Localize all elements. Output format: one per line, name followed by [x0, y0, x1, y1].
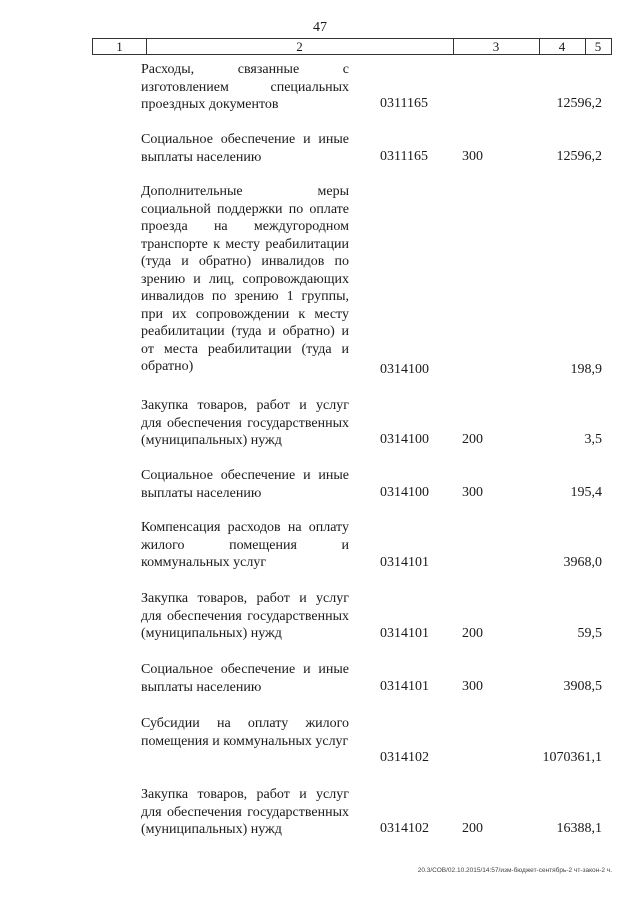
row-code: 0314102	[380, 750, 429, 765]
header-col-4: 4	[539, 39, 586, 54]
row-amount: 16388,1	[556, 821, 602, 836]
row-code: 0314101	[380, 555, 429, 570]
row-description: Субсидии на оплату жилого помещения и коммунальных услуг	[141, 716, 349, 749]
row-amount: 195,4	[570, 485, 602, 500]
header-col-5: 5	[594, 39, 602, 54]
row-amount: 3,5	[584, 432, 602, 447]
row-description: Закупка товаров, работ и услуг для обеспечения государственных (муниципальных) нужд	[141, 591, 349, 641]
table-header	[92, 38, 612, 55]
row-code: 0311165	[380, 149, 428, 164]
row-kind: 300	[462, 679, 483, 694]
row-code: 0311165	[380, 96, 428, 111]
row-amount: 12596,2	[556, 149, 602, 164]
row-amount: 3908,5	[563, 679, 602, 694]
row-code: 0314102	[380, 821, 429, 836]
header-col-1: 1	[93, 39, 147, 54]
row-code: 0314100	[380, 485, 429, 500]
row-description: Расходы, связанные с изготовлением специальных проездных документов	[141, 62, 349, 112]
row-description: Социальное обеспечение и иные выплаты населению	[141, 132, 349, 165]
header-col-3: 3	[453, 39, 540, 54]
row-description: Социальное обеспечение и иные выплаты населению	[141, 468, 349, 501]
row-amount: 3968,0	[563, 555, 602, 570]
footer-note: 20.3/СОВ/02.10.2015/14:57/изм-бюджет-сентябрь-2 чт-закон-2 ч.	[417, 867, 612, 874]
page-number: 47	[313, 20, 327, 35]
row-description: Социальное обеспечение и иные выплаты населению	[141, 662, 349, 695]
row-kind: 200	[462, 821, 483, 836]
row-kind: 300	[462, 149, 483, 164]
row-amount: 198,9	[570, 362, 602, 377]
row-description: Закупка товаров, работ и услуг для обеспечения государственных (муниципальных) нужд	[141, 398, 349, 448]
row-code: 0314100	[380, 362, 429, 377]
row-kind: 200	[462, 432, 483, 447]
header-col-2: 2	[146, 39, 454, 54]
row-description: Компенсация расходов на оплату жилого помещения и коммунальных услуг	[141, 520, 349, 570]
row-code: 0314101	[380, 679, 429, 694]
row-description: Дополнительные меры социальной поддержки по оплате проезда на междугородном транспорте к месту реабилитации (туда и обратно) инвалидов по зрению и лиц, сопровождающих инвалидов по зрению 1 группы, при их сопровождении к месту реабилитации (туда и обратно) и от места реабилитации (туда и обратно)	[141, 184, 349, 374]
row-code: 0314101	[380, 626, 429, 641]
row-amount: 12596,2	[556, 96, 602, 111]
row-kind: 300	[462, 485, 483, 500]
row-amount: 1070361,1	[542, 750, 602, 765]
row-description: Закупка товаров, работ и услуг для обеспечения государственных (муниципальных) нужд	[141, 787, 349, 837]
row-amount: 59,5	[577, 626, 602, 641]
row-kind: 200	[462, 626, 483, 641]
row-code: 0314100	[380, 432, 429, 447]
